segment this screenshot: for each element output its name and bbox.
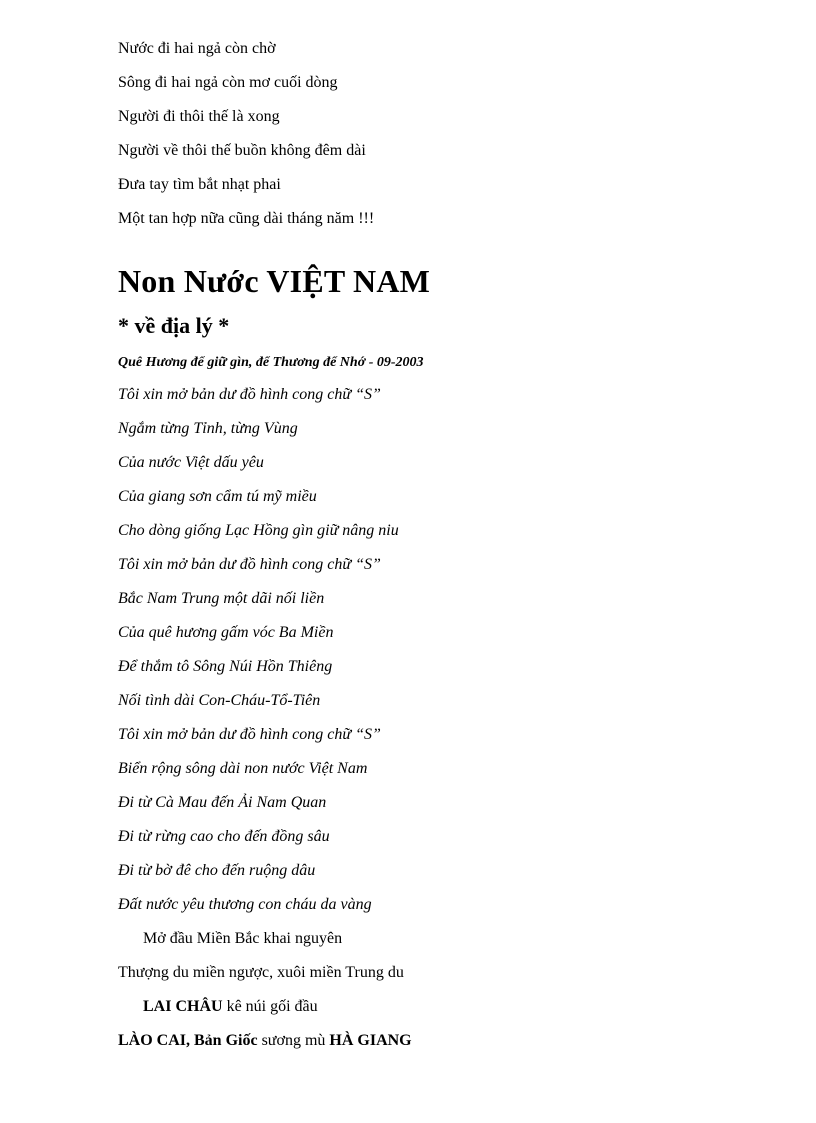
verse-line: Tôi xin mở bản dư đồ hình cong chữ “S”: [118, 726, 381, 743]
north-line-2: Thượng du miền ngược, xuôi miền Trung du: [118, 964, 404, 981]
intro-line: Người đi thôi thế là xong: [118, 108, 280, 125]
verse-line: Ngắm từng Tỉnh, từng Vùng: [118, 420, 298, 437]
poem-subtitle: * về địa lý *: [118, 313, 230, 338]
verse-line: Đất nước yêu thương con cháu da vàng: [118, 896, 372, 913]
poem-dedication: Quê Hương để giữ gìn, để Thương để Nhớ - 09-2003: [118, 355, 424, 370]
verse-line: Đi từ rừng cao cho đến đồng sâu: [118, 828, 330, 845]
verse-line: Cho dòng giống Lạc Hồng gìn giữ nâng niu: [118, 522, 399, 539]
verse-line: Của quê hương gấm vóc Ba Miền: [118, 624, 334, 641]
place-name: LÀO CAI, Bản Giốc: [118, 1032, 258, 1049]
verse-line: Tôi xin mở bản dư đồ hình cong chữ “S”: [118, 556, 381, 573]
intro-line: Nước đi hai ngả còn chờ: [118, 40, 276, 57]
verse-line: Của giang sơn cẩm tú mỹ miều: [118, 488, 317, 505]
verse-line: Của nước Việt dấu yêu: [118, 454, 264, 471]
verse-line: Để thắm tô Sông Núi Hồn Thiêng: [118, 658, 333, 675]
intro-line: Một tan hợp nữa cũng dài tháng năm !!!: [118, 210, 375, 227]
north-line-1: Mở đầu Miền Bắc khai nguyên: [143, 930, 343, 947]
verse-line: Đi từ Cà Mau đến Ải Nam Quan: [118, 794, 327, 811]
north-line-4-text: sương mù: [257, 1032, 330, 1049]
intro-line: Đưa tay tìm bắt nhạt phai: [118, 176, 281, 193]
north-line-4: [118, 1031, 412, 1051]
poem-title: Non Nước VIỆT NAM: [118, 263, 431, 299]
place-name: HÀ GIANG: [329, 1032, 412, 1049]
verse-line: Nối tình dài Con-Cháu-Tổ-Tiên: [118, 692, 321, 709]
intro-line: Sông đi hai ngả còn mơ cuối dòng: [118, 74, 338, 91]
north-line-3-text: kê núi gối đầu: [222, 998, 318, 1015]
place-name: LAI CHÂU: [143, 998, 223, 1015]
verse-line: Đi từ bờ đê cho đến ruộng dâu: [118, 862, 316, 879]
verse-line: Tôi xin mở bản dư đồ hình cong chữ “S”: [118, 386, 381, 403]
intro-line: Người về thôi thế buồn không đêm dài: [118, 142, 366, 159]
verse-line: Bắc Nam Trung một dãi nối liền: [118, 590, 325, 607]
verse-line: Biển rộng sông dài non nước Việt Nam: [118, 760, 368, 777]
north-line-3: [143, 997, 318, 1017]
